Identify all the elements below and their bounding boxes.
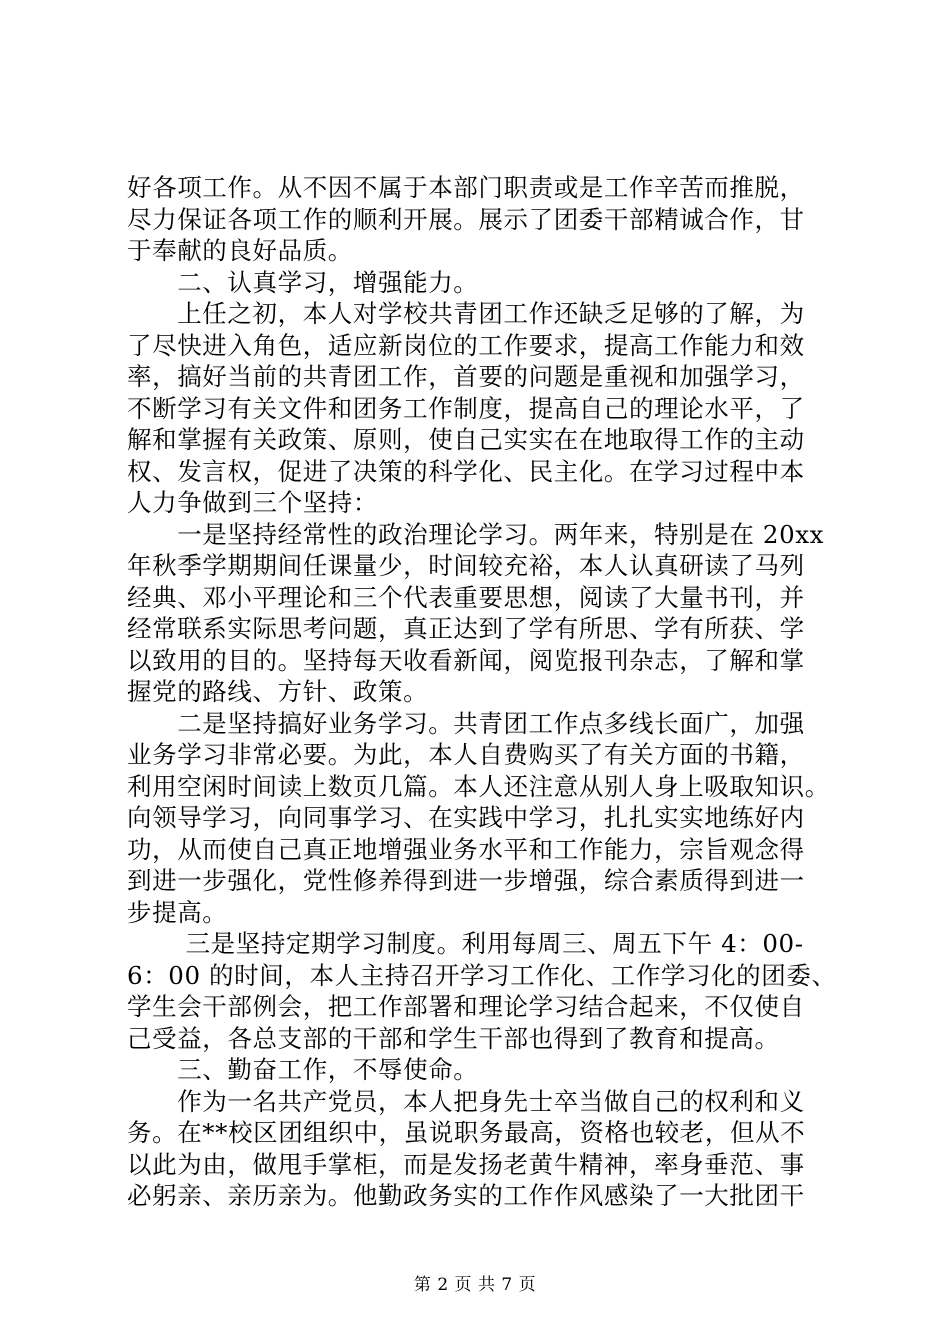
text-line: 好各项工作。从不因不属于本部门职责或是工作辛苦而推脱， [127, 173, 805, 202]
text-line: 到进一步强化，党性修养得到进一步增强，综合素质得到进一 [127, 866, 805, 895]
text-line: 步提高。 [127, 897, 228, 927]
text-line: 年秋季学期期间任课量少，时间较充裕，本人认真研读了马列 [127, 551, 805, 580]
text-line: 权、发言权，促进了决策的科学化、民主化。在学习过程中本 [127, 456, 805, 486]
text-line: 上任之初，本人对学校共青团工作还缺乏足够的了解，为 [127, 299, 805, 328]
text-line: 二、认真学习，增强能力。 [127, 267, 479, 297]
text-line: 二是坚持搞好业务学习。共青团工作点多线长面广，加强 [127, 708, 805, 738]
text-line: 必躬亲、亲历亲为。他勤政务实的工作作风感染了一大批团干 [127, 1181, 805, 1210]
text-line: 握党的路线、方针、政策。 [127, 677, 429, 706]
text-line: 尽力保证各项工作的顺利开展。展示了团委干部精诚合作，甘 [127, 204, 805, 234]
text-line: 不断学习有关文件和团务工作制度，提高自己的理论水平，了 [127, 393, 805, 423]
text-line: 一是坚持经常性的政治理论学习。两年来，特别是在 20xx [127, 519, 825, 549]
text-line: 向领导学习，向同事学习、在实践中学习，扎扎实实地练好内 [127, 803, 805, 832]
text-line: 人力争做到三个坚持： [127, 488, 378, 517]
text-line: 解和掌握有关政策、原则，使自己实实在在地取得工作的主动 [127, 425, 805, 454]
text-line: 利用空闲时间读上数页几篇。本人还注意从别人身上吸取知识。 [127, 771, 830, 801]
text-line: 经常联系实际思考问题，真正达到了学有所思、学有所获、学 [127, 614, 805, 643]
text-line: 己受益，各总支部的干部和学生干部也得到了教育和提高。 [127, 1023, 780, 1053]
text-line: 作为一名共产党员，本人把身先士卒当做自己的权利和义 [127, 1086, 805, 1116]
page-footer: 第 2 页 共 7 页 [413, 1275, 537, 1295]
text-line: 三、勤奋工作，不辱使命。 [127, 1055, 479, 1084]
text-line: 业务学习非常必要。为此，本人自费购买了有关方面的书籍， [127, 740, 805, 769]
text-line: 以此为由，做甩手掌柜，而是发扬老黄牛精神，率身垂范、事 [127, 1149, 805, 1179]
text-line: 率，搞好当前的共青团工作，首要的问题是重视和加强学习， [127, 362, 805, 391]
text-line: 功，从而使自己真正地增强业务水平和工作能力，宗旨观念得 [127, 834, 805, 864]
text-line: 6：00 的时间，本人主持召开学习工作化、工作学习化的团委、 [127, 960, 837, 990]
text-line: 以致用的目的。坚持每天收看新闻，阅览报刊杂志，了解和掌 [127, 645, 805, 675]
text-line: 于奉献的良好品质。 [127, 236, 353, 265]
body-text [127, 172, 837, 1212]
text-line: 经典、邓小平理论和三个代表重要思想，阅读了大量书刊，并 [127, 582, 805, 612]
text-line: 了尽快进入角色，适应新岗位的工作要求，提高工作能力和效 [127, 330, 805, 360]
text-line: 学生会干部例会，把工作部署和理论学习结合起来，不仅使自 [127, 992, 805, 1021]
text-line: 三是坚持定期学习制度。利用每周三、周五下午 4：00- [127, 929, 804, 958]
text-line: 务。在**校区团组织中，虽说职务最高，资格也较老，但从不 [127, 1118, 806, 1147]
